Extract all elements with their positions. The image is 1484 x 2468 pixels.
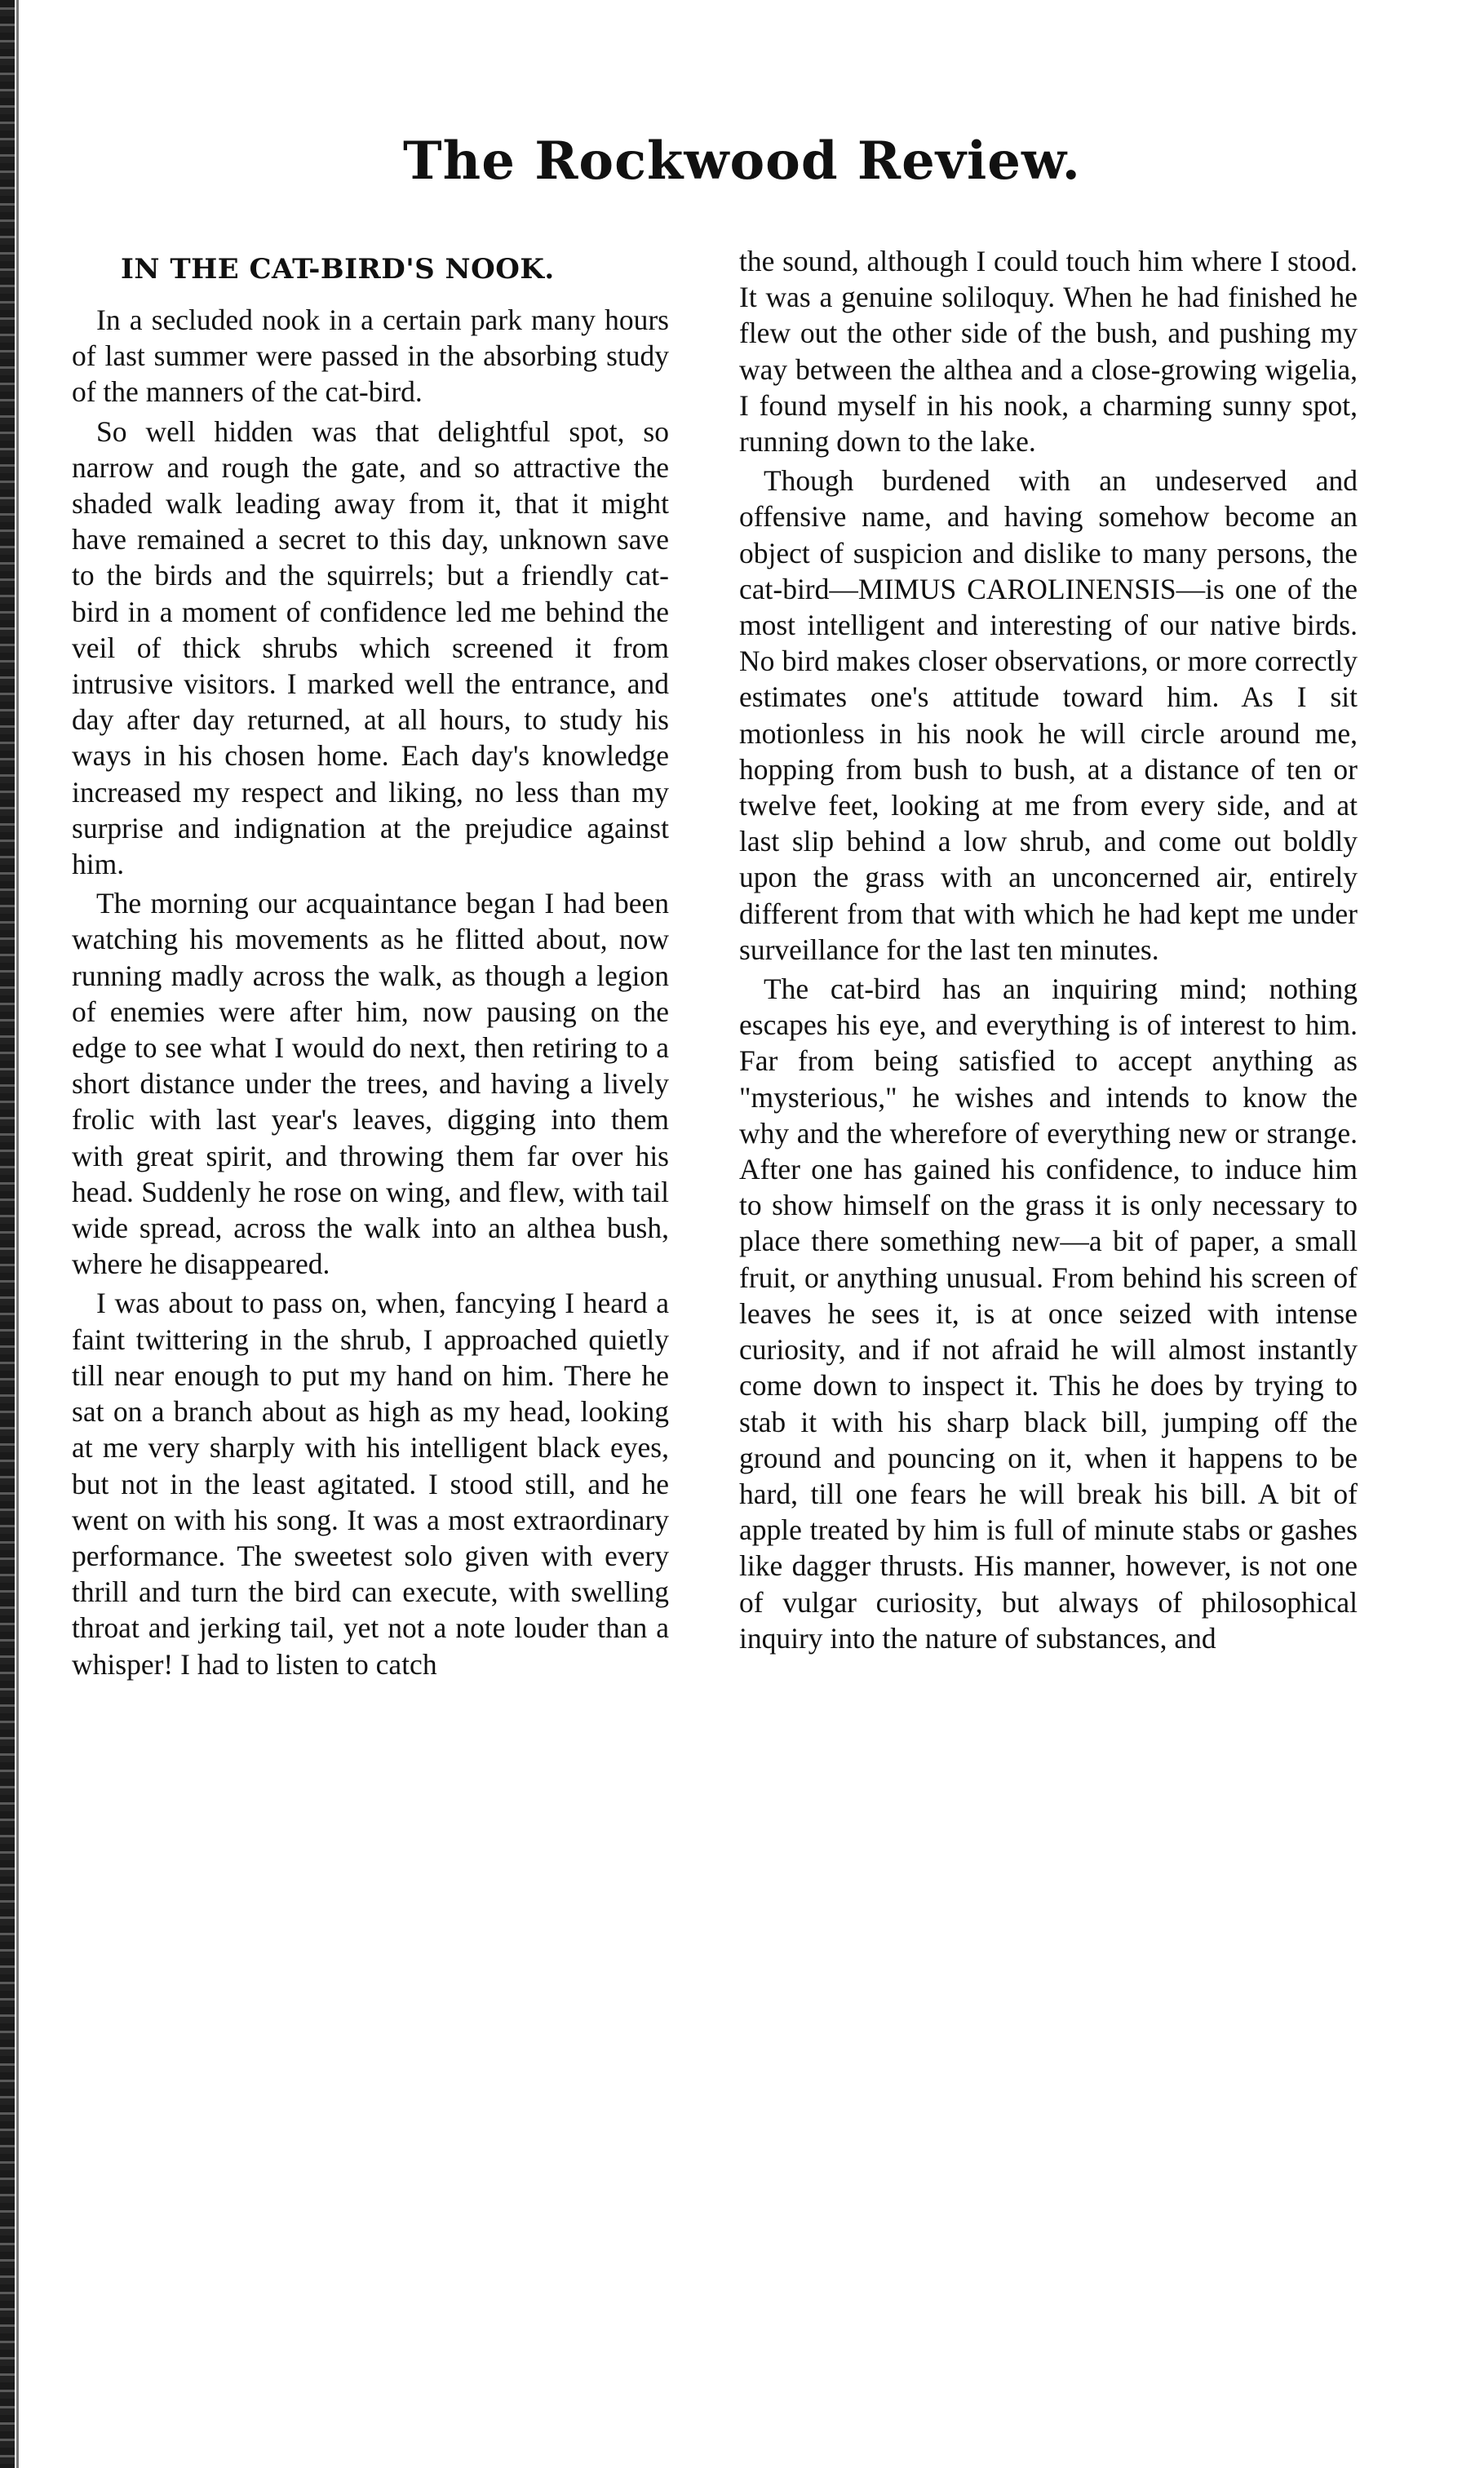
paragraph: In a secluded nook in a certain park many hours of last summer were passed in the absorbing study of the manners of the cat-bird. [72,304,669,409]
paragraph: I was about to pass on, when, fancying I heard a faint twittering in the shrub, I approached quietly till near enough to put my hand on him. There he sat on a branch about as high as my head, looking at me very sharply with his intelligent black eyes, but not in the least agitated. I stood still, and he went on with his song. It was a most extraordinary performance. The sweetest solo given with every thrill and turn the bird can execute, with swelling throat and jerking tail, yet not a note louder than a whisper! I had to listen to catch [72,1287,669,1681]
masthead-title: The Rockwood Review. [403,131,1081,192]
page-binding-edge [0,0,15,2468]
paragraph: The cat-bird has an inquiring mind; nothing escapes his eye, and everything is of interest to him. Far from being satisfied to accept anything as "mysterious," he wishes and intends to know the why and the wherefore of everything new or strange. After one has gained his confidence, to induce him to show himself on the grass it is only necessary to place there something new—a bit of paper, a small fruit, or anything unusual. From behind his screen of leaves he sees it, is at once seized with intense curiosity, and if not afraid he will almost instantly come down to inspect it. This he does by trying to stab it with his sharp black bill, jumping off the ground and pouncing on it, when it happens to be hard, till one fears he will break his bill. A bit of apple treated by him is full of minute stabs or gashes like dagger thrusts. His manner, however, is not one of vulgar curiosity, but always of philosophical inquiry into the nature of substances, and [739,973,1358,1655]
right-column [739,243,1358,1659]
paragraph: So well hidden was that delightful spot, so narrow and rough the gate, and so attractive the shaded walk leading away from it, that it might have remained a secret to this day, unknown save to the birds and the squirrels; but a friendly cat-bird in a moment of confidence led me behind the veil of thick shrubs which screened it from intrusive visitors. I marked well the entrance, and day after day returned, at all hours, to study his ways in his chosen home. Each day's knowledge increased my respect and liking, no less than my surprise and indignation at the prejudice against him. [72,414,669,881]
left-column [72,243,669,1686]
page-binding-line [16,0,19,2468]
paragraph: Though burdened with an undeserved and offensive name, and having somehow become an object of suspicion and dislike to many persons, the cat-bird—MIMUS CAROLINENSIS—is one of the most intelligent and interesting of our native birds. No bird makes closer observations, or more correctly estimates one's attitude toward him. As I sit motionless in his nook he will circle around me, hopping from bush to bush, at a distance of ten or twelve feet, looking at me from every side, and at last slip behind a low shrub, and come out boldly upon the grass with an unconcerned air, entirely different from that with which he had kept me under surveillance for the last ten minutes. [739,464,1358,966]
paragraph: the sound, although I could touch him where I stood. It was a genuine soliloquy. When he had finished he flew out the other side of the bush, and pushing my way between the althea and a close-growing wigelia, I found myself in his nook, a charming sunny spot, running down to the lake. [739,245,1358,459]
article-heading: IN THE CAT-BIRD'S NOOK. [121,253,555,286]
paragraph: The morning our acquaintance began I had been watching his movements as he flitted about, now running madly across the walk, as though a legion of enemies were after him, now pausing on the edge to see what I would do next, then retiring to a short distance under the trees, and having a lively frolic with last year's leaves, digging into them with great spirit, and throwing them far over his head. Suddenly he rose on wing, and flew, with tail wide spread, across the walk into an althea bush, where he disappeared. [72,887,669,1281]
